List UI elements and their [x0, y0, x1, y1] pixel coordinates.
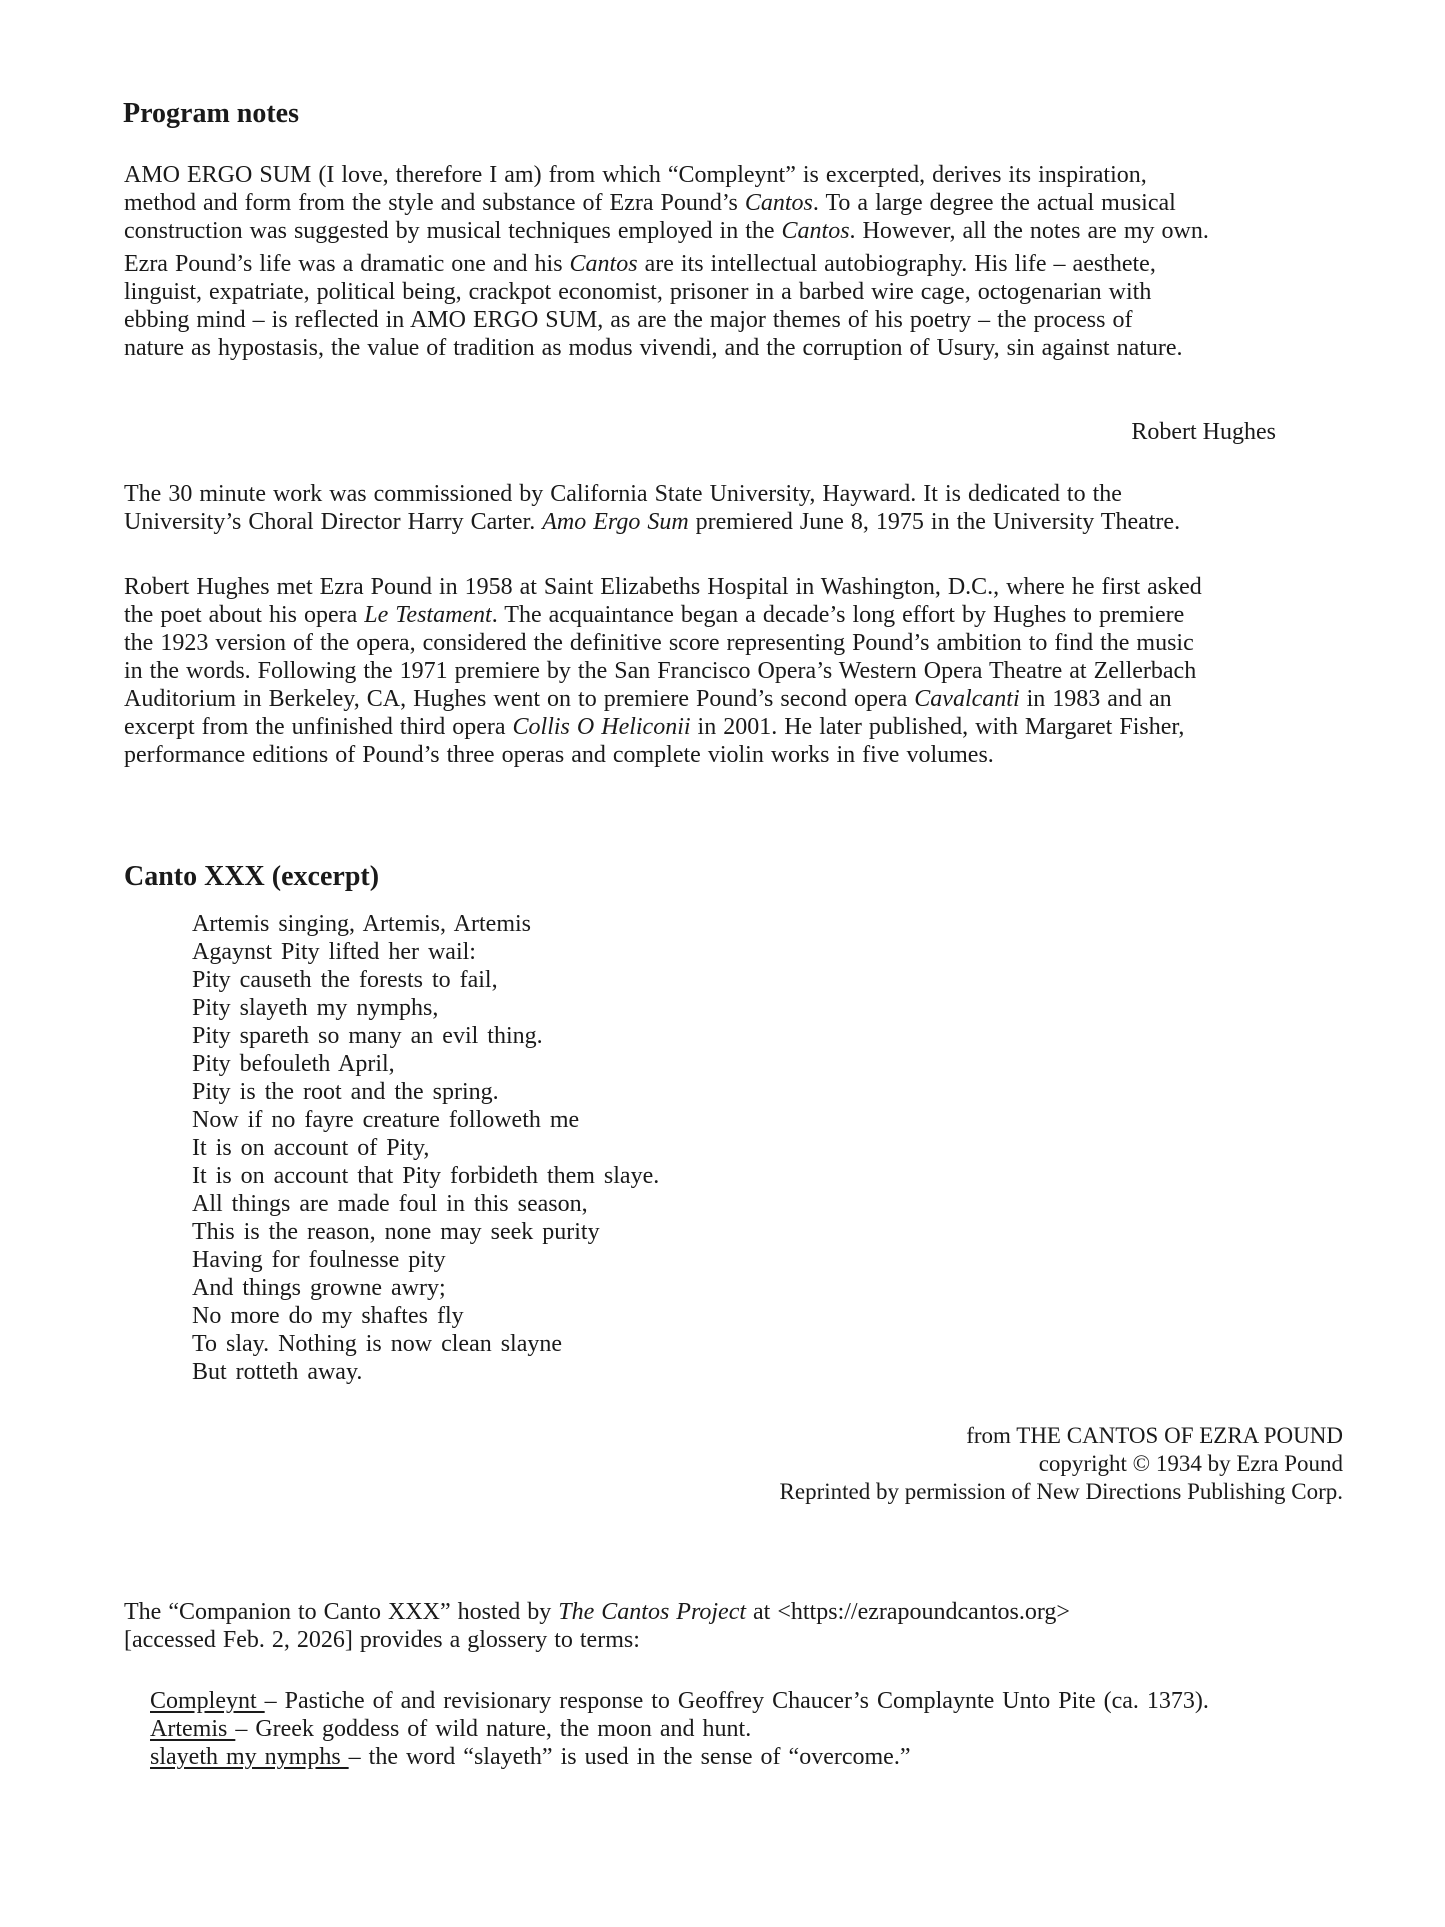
paragraph-hughes-pound: [124, 573, 1424, 769]
text-run: in 1983 and an: [1019, 686, 1172, 712]
italic-text: Cantos: [781, 218, 850, 244]
text-run: . The acquaintance began a decade’s long effort by Hughes to premiere: [491, 602, 1185, 628]
poem-line: All things are made foul in this season,: [192, 1191, 588, 1217]
glossary-definition: – Pastiche of and revisionary response to Geoffrey Chaucer’s Complaynte Unto Pite (ca. 1373).: [264, 1688, 1209, 1714]
poem-line: Now if no fayre creature followeth me: [192, 1107, 580, 1133]
text-run: . To a large degree the actual musical: [812, 190, 1176, 216]
text-run: are its intellectual autobiography. His life – aesthete,: [637, 251, 1156, 277]
text-run: construction was suggested by musical techniques employed in the: [124, 218, 782, 244]
text-run: Auditorium in Berkeley, CA, Hughes went on to premiere Pound’s second opera: [124, 686, 915, 712]
text-run: the 1923 version of the opera, considered the definitive score representing Pound’s ambition to find the music: [124, 630, 1194, 656]
italic-text: Cavalcanti: [914, 686, 1020, 712]
poem-line: It is on account of Pity,: [192, 1135, 430, 1161]
glossary-definition: – Greek goddess of wild nature, the moon and hunt.: [235, 1716, 752, 1742]
italic-text: Collis O Heliconii: [512, 714, 691, 740]
author-signature: Robert Hughes: [1131, 419, 1276, 445]
text-run: ebbing mind – is reflected in AMO ERGO SUM, as are the major themes of his poetry – the process of: [124, 307, 1133, 333]
text-run: the poet about his opera: [124, 602, 365, 628]
text-run: AMO ERGO SUM (I love, therefore I am) from which “Compleynt” is excerpted, derives its inspiration,: [124, 162, 1147, 188]
poem-line: No more do my shaftes fly: [192, 1303, 464, 1329]
poem-line: It is on account that Pity forbideth them slaye.: [192, 1163, 660, 1189]
paragraph-commission: [124, 480, 1424, 536]
text-run: The “Companion to Canto XXX” hosted by: [124, 1599, 559, 1625]
poem-excerpt: [192, 910, 659, 1386]
page-title: Program notes: [123, 98, 299, 129]
italic-text: The Cantos Project: [558, 1599, 747, 1625]
glossary-term: Compleynt: [150, 1688, 265, 1714]
glossary-list: [150, 1687, 1209, 1771]
poem-line: This is the reason, none may seek purity: [192, 1219, 600, 1245]
text-run: [accessed Feb. 2, 2026] provides a glossery to terms:: [124, 1627, 640, 1653]
text-run: in 2001. He later published, with Margaret Fisher,: [690, 714, 1185, 740]
glossary-entry: [150, 1687, 1209, 1715]
text-run: premiered June 8, 1975 in the University Theatre.: [688, 509, 1181, 535]
text-run: nature as hypostasis, the value of tradition as modus vivendi, and the corruption of Usury, sin against nature.: [124, 335, 1183, 361]
poem-line: And things growne awry;: [192, 1275, 446, 1301]
poem-line: Pity slayeth my nymphs,: [192, 995, 439, 1021]
text-run: . However, all the notes are my own.: [849, 218, 1209, 244]
glossary-definition: – the word “slayeth” is used in the sense of “overcome.”: [348, 1744, 911, 1770]
canto-heading: Canto XXX (excerpt): [124, 861, 380, 892]
poem-line: Pity spareth so many an evil thing.: [192, 1023, 543, 1049]
copyright-attribution: [780, 1422, 1343, 1506]
text-run: at <https://ezrapoundcantos.org>: [746, 1599, 1070, 1625]
poem-line: But rotteth away.: [192, 1359, 363, 1385]
poem-line: Pity is the root and the spring.: [192, 1079, 499, 1105]
glossary-term: Artemis: [150, 1716, 236, 1742]
poem-line: Agaynst Pity lifted her wail:: [192, 939, 476, 965]
poem-line: To slay. Nothing is now clean slayne: [192, 1331, 563, 1357]
poem-line: Having for foulnesse pity: [192, 1247, 446, 1273]
text-run: University’s Choral Director Harry Carter.: [124, 509, 543, 535]
text-run: in the words. Following the 1971 premiere by the San Francisco Opera’s Western Opera Theatre at Zellerbach: [124, 658, 1197, 684]
poem-line: Pity causeth the forests to fail,: [192, 967, 498, 993]
italic-text: Le Testament: [364, 602, 492, 628]
poem-line: Pity befouleth April,: [192, 1051, 395, 1077]
poem-line: Artemis singing, Artemis, Artemis: [192, 911, 531, 937]
text-run: performance editions of Pound’s three operas and complete violin works in five volumes.: [124, 742, 994, 768]
attribution-line: Reprinted by permission of New Directions Publishing Corp.: [779, 1479, 1343, 1504]
text-run: method and form from the style and substance of Ezra Pound’s: [124, 190, 745, 216]
italic-text: Cantos: [569, 251, 638, 277]
text-run: linguist, expatriate, political being, crackpot economist, prisoner in a barbed wire cage, octogenarian with: [124, 279, 1152, 305]
glossary-term: slayeth my nymphs: [150, 1744, 349, 1770]
glossary-entry: [150, 1743, 1209, 1771]
italic-text: Cantos: [744, 190, 813, 216]
italic-text: Amo Ergo Sum: [542, 509, 689, 535]
paragraph-pound-life: [124, 250, 1424, 362]
text-run: excerpt from the unfinished third opera: [124, 714, 513, 740]
text-run: Ezra Pound’s life was a dramatic one and his: [124, 251, 570, 277]
text-run: Robert Hughes met Ezra Pound in 1958 at Saint Elizabeths Hospital in Washington, D.C., where he first asked: [124, 574, 1202, 600]
text-run: The 30 minute work was commissioned by California State University, Hayward. It is dedicated to the: [124, 481, 1122, 507]
glossary-entry: [150, 1715, 1209, 1743]
paragraph-amo-ergo-sum: [124, 161, 1424, 245]
attribution-line: from THE CANTOS OF EZRA POUND: [966, 1423, 1343, 1448]
attribution-line: copyright © 1934 by Ezra Pound: [1038, 1451, 1343, 1476]
paragraph-companion: [124, 1598, 1424, 1654]
